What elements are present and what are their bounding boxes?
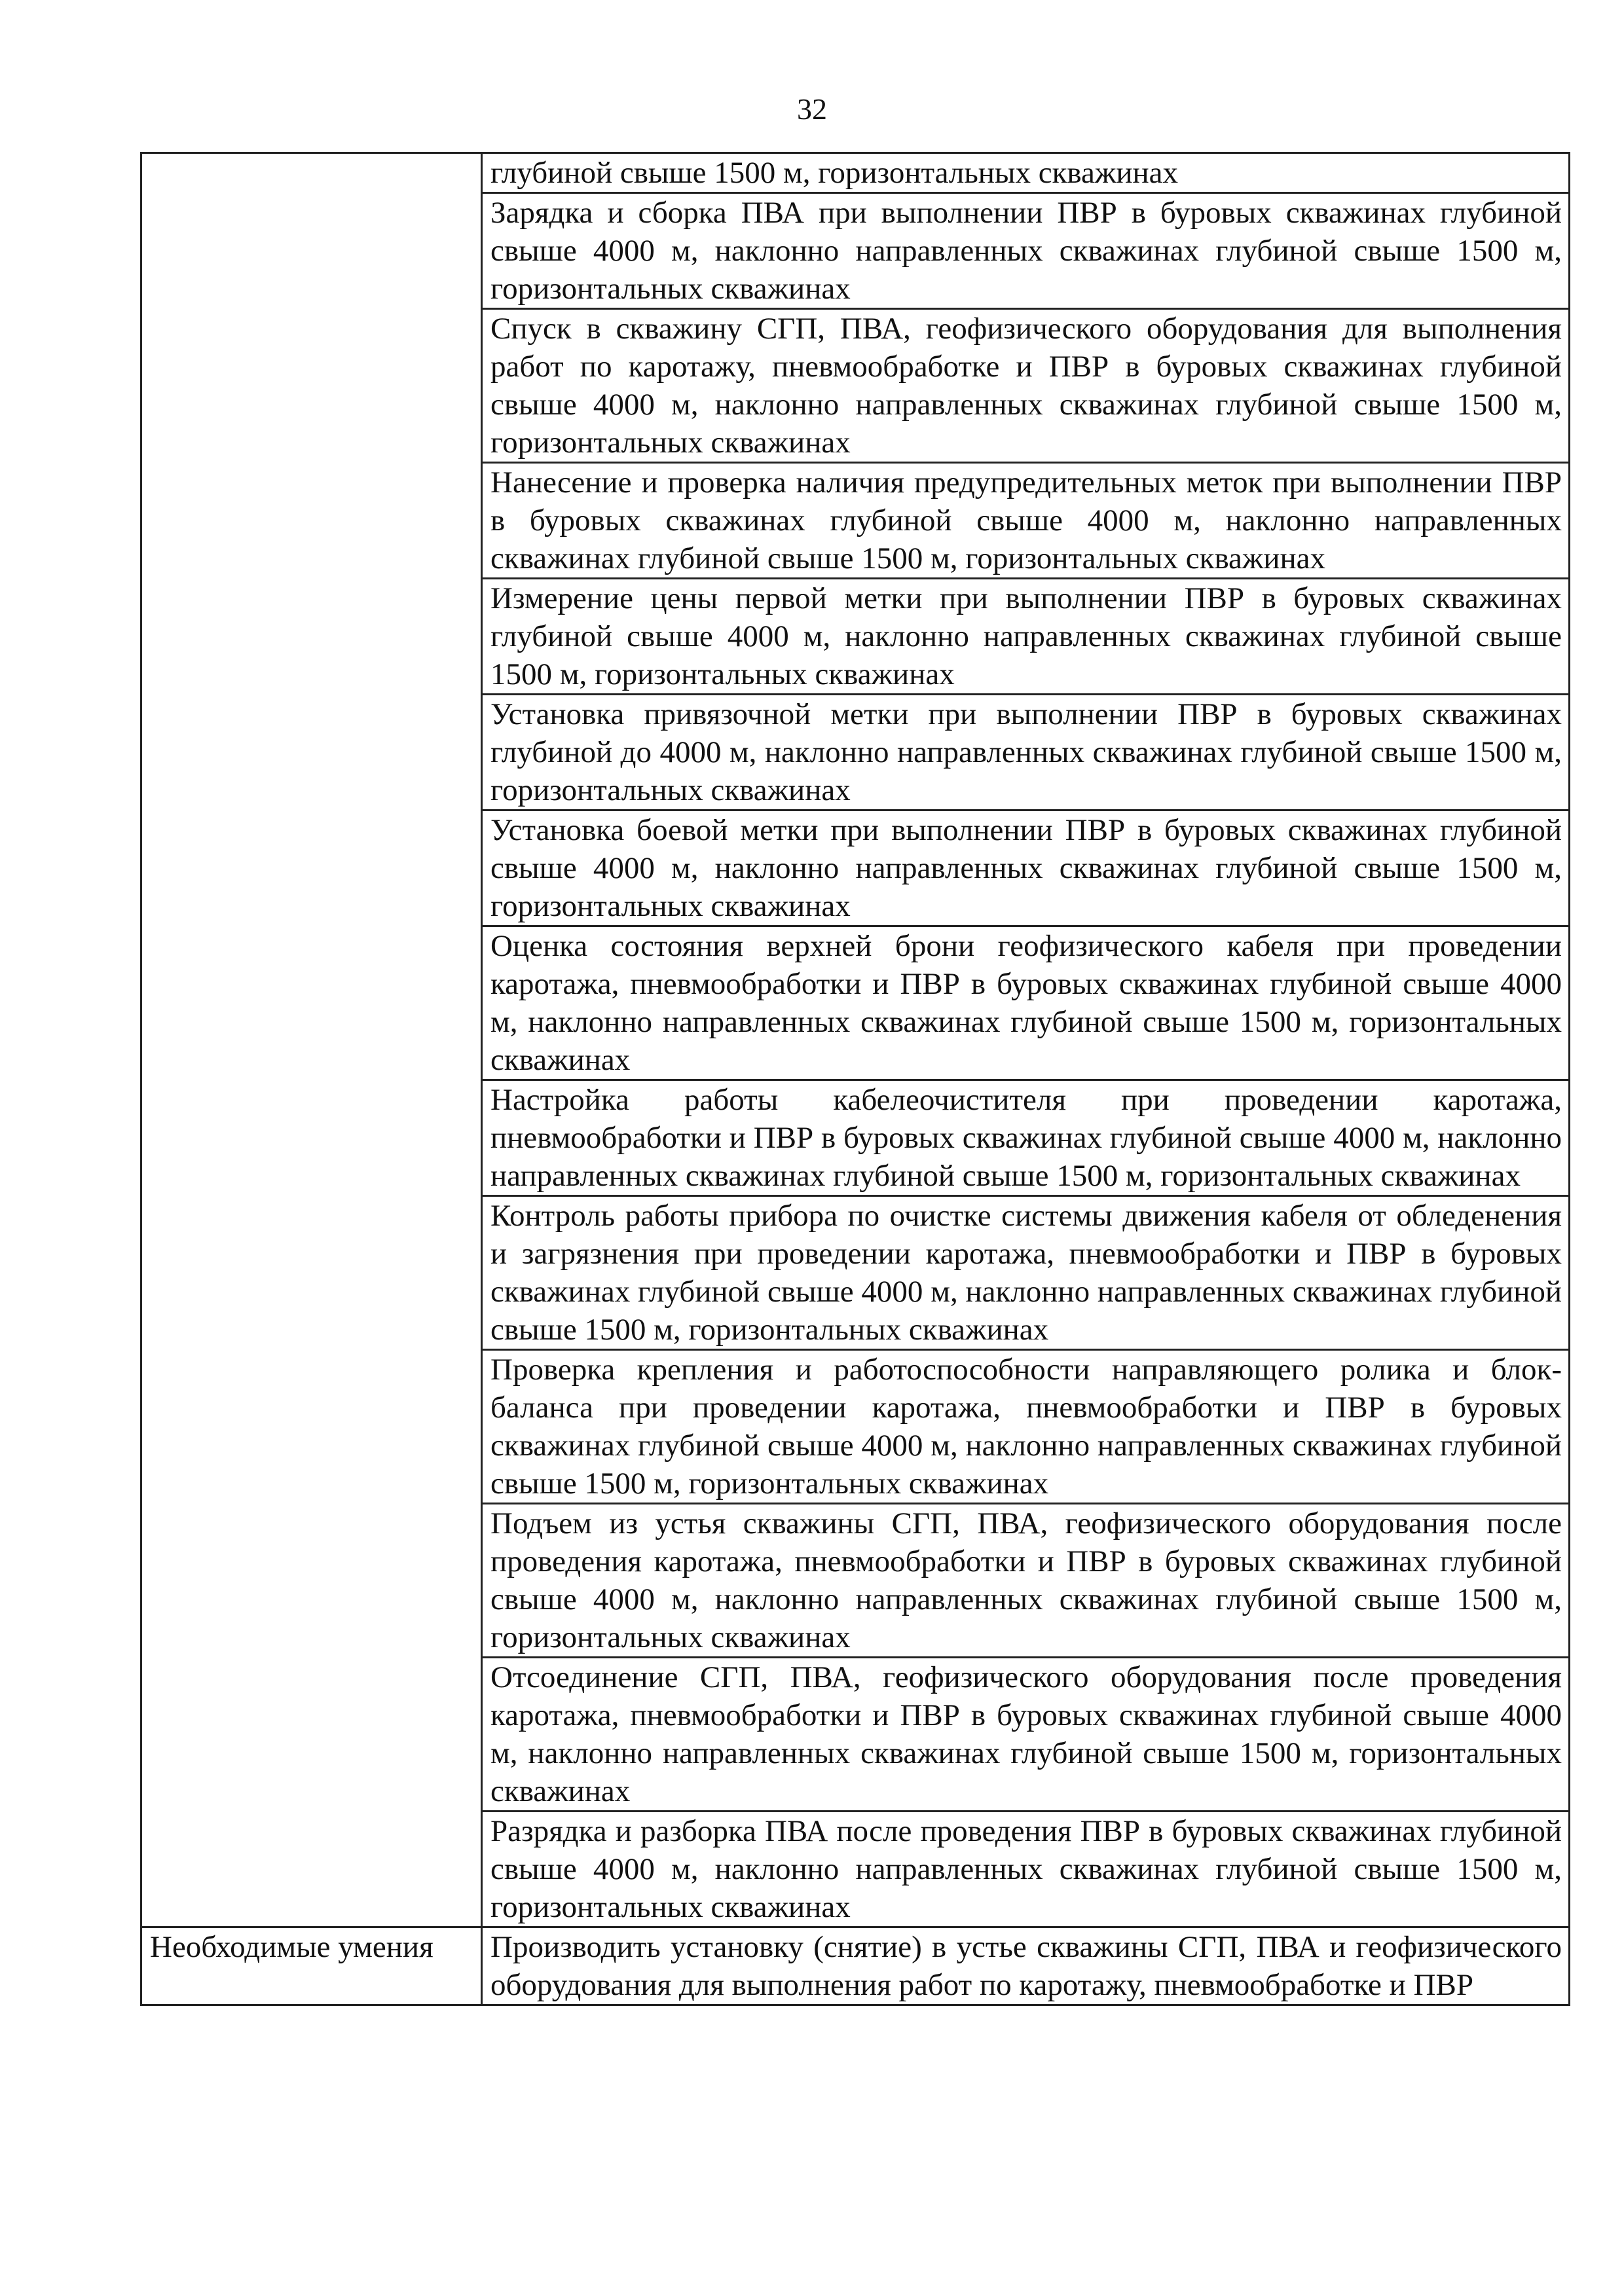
task-cell: Оценка состояния верхней брони геофизического кабеля при проведении каротажа, пневмообработки и ПВР в буровых скважинах глубиной свыше 4000 м, наклонно направленных скважинах глубиной свыше 1500 м, горизонтальных скважинах: [482, 926, 1570, 1080]
task-cell: Установка привязочной метки при выполнении ПВР в буровых скважинах глубиной до 4000 м, наклонно направленных скважинах глубиной свыше 1500 м, горизонтальных скважинах: [482, 695, 1570, 811]
task-cell: Измерение цены первой метки при выполнении ПВР в буровых скважинах глубиной свыше 4000 м, наклонно направленных скважинах глубиной свыше 1500 м, горизонтальных скважинах: [482, 579, 1570, 695]
page-number: 32: [797, 92, 827, 126]
task-cell: Отсоединение СГП, ПВА, геофизического оборудования после проведения каротажа, пневмообработки и ПВР в буровых скважинах глубиной свыше 4000 м, наклонно направленных скважинах глубиной свыше 1500 м, горизонтальных скважинах: [482, 1658, 1570, 1812]
requirements-table: [140, 152, 1570, 2006]
task-cell: Нанесение и проверка наличия предупредительных меток при выполнении ПВР в буровых скважинах глубиной свыше 4000 м, наклонно направленных скважинах глубиной свыше 1500 м, горизонтальных скважинах: [482, 463, 1570, 579]
task-cell: Настройка работы кабелеочистителя при проведении каротажа, пневмообработки и ПВР в буровых скважинах глубиной свыше 4000 м, наклонно направленных скважинах глубиной свыше 1500 м, горизонтальных скважинах: [482, 1080, 1570, 1196]
skill-cell: Производить установку (снятие) в устье скважины СГП, ПВА и геофизического оборудования для выполнения работ по каротажу, пневмообработке и ПВР: [482, 1927, 1570, 2005]
task-cell: Подъем из устья скважины СГП, ПВА, геофизического оборудования после проведения каротажа, пневмообработки и ПВР в буровых скважинах глубиной свыше 4000 м, наклонно направленных скважинах глубиной свыше 1500 м, горизонтальных скважинах: [482, 1504, 1570, 1658]
task-cell: Зарядка и сборка ПВА при выполнении ПВР в буровых скважинах глубиной свыше 4000 м, наклонно направленных скважинах глубиной свыше 1500 м, горизонтальных скважинах: [482, 193, 1570, 309]
task-cell: глубиной свыше 1500 м, горизонтальных скважинах: [482, 153, 1570, 193]
labor-actions-label-cell: [141, 153, 482, 1927]
table-row: [141, 153, 1570, 193]
task-cell: Спуск в скважину СГП, ПВА, геофизического оборудования для выполнения работ по каротажу, пневмообработке и ПВР в буровых скважинах глубиной свыше 4000 м, наклонно направленных скважинах глубиной свыше 1500 м, горизонтальных скважинах: [482, 309, 1570, 463]
task-cell: Разрядка и разборка ПВА после проведения ПВР в буровых скважинах глубиной свыше 4000 м, наклонно направленных скважинах глубиной свыше 1500 м, горизонтальных скважинах: [482, 1812, 1570, 1927]
task-cell: Контроль работы прибора по очистке системы движения кабеля от обледенения и загрязнения при проведении каротажа, пневмообработки и ПВР в буровых скважинах глубиной свыше 4000 м, наклонно направленных скважинах глубиной свыше 1500 м, горизонтальных скважинах: [482, 1196, 1570, 1350]
task-cell: Установка боевой метки при выполнении ПВР в буровых скважинах глубиной свыше 4000 м, наклонно направленных скважинах глубиной свыше 1500 м, горизонтальных скважинах: [482, 811, 1570, 926]
table-row: [141, 1927, 1570, 2005]
skills-label: Необходимые умения: [141, 1927, 482, 2005]
task-cell: Проверка крепления и работоспособности направляющего ролика и блок-баланса при проведении каротажа, пневмообработки и ПВР в буровых скважинах глубиной свыше 4000 м, наклонно направленных скважинах глубиной свыше 1500 м, горизонтальных скважинах: [482, 1350, 1570, 1504]
